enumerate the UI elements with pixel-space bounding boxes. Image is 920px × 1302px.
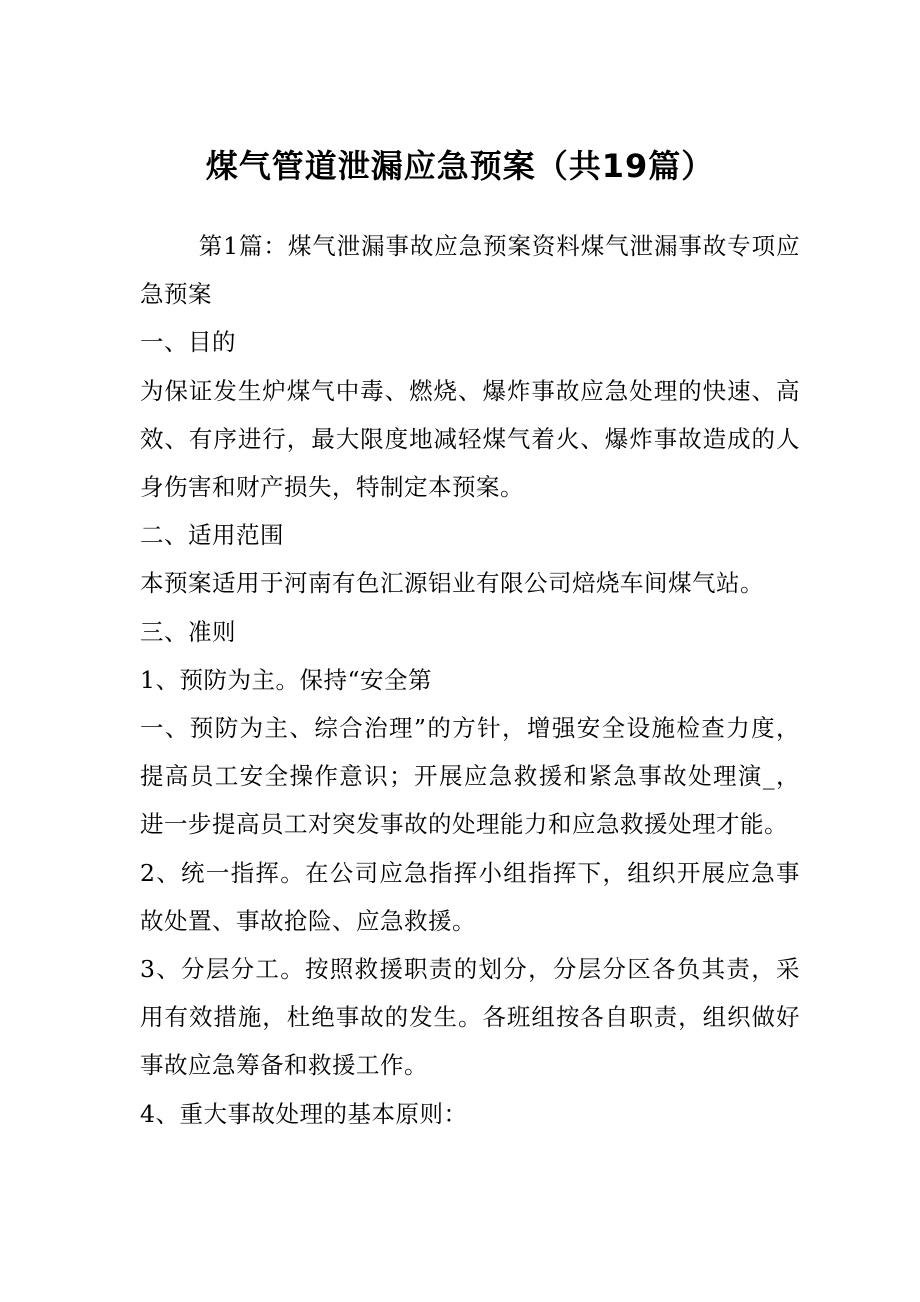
paragraph-principle-4: 4、重大事故处理的基本原则： xyxy=(140,1099,468,1128)
section-heading-purpose: 一、目的 xyxy=(140,328,236,357)
document-title: 煤气管道泄漏应急预案（共19篇） xyxy=(205,147,715,185)
paragraph-principle-1-continued: 一、预防为主、综合治理”的方针，增强安全设施检查力度，提高员工安全操作意识；开展应急救援和紧急事故处理演_，进一步提高员工对突发事故的处理能力和应急救援处理才能。 xyxy=(140,714,800,839)
section-heading-scope: 二、适用范围 xyxy=(140,521,284,550)
paragraph-chapter-heading: 第1篇：煤气泄漏事故应急预案资料煤气泄漏事故专项应急预案 xyxy=(140,232,800,309)
paragraph-scope: 本预案适用于河南有色汇源铝业有限公司焙烧车间煤气站。 xyxy=(140,569,764,598)
paragraph-purpose: 为保证发生炉煤气中毒、燃烧、爆炸事故应急处理的快速、高效、有序进行，最大限度地减轻煤气着火、爆炸事故造成的人身伤害和财产损失，特制定本预案。 xyxy=(140,376,800,502)
section-heading-principles: 三、准则 xyxy=(140,617,236,646)
paragraph-principle-3: 3、分层分工。按照救援职责的划分，分层分区各负其责，采用有效措施，杜绝事故的发生。各班组按各自职责，组织做好事故应急筹备和救援工作。 xyxy=(140,955,800,1080)
document-body xyxy=(140,222,800,1138)
paragraph-principle-1: 1、预防为主。保持“安全第 xyxy=(140,665,432,694)
paragraph-principle-2: 2、统一指挥。在公司应急指挥小组指挥下，组织开展应急事故处置、事故抢险、应急救援。 xyxy=(140,858,800,935)
